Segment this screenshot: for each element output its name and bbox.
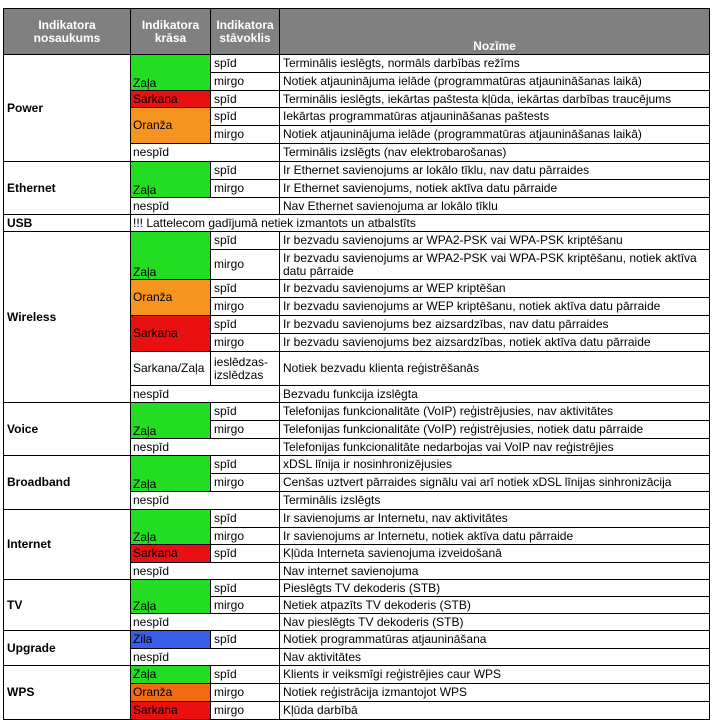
indicator-state-cell: spīd (211, 91, 280, 108)
indicator-name-cell: Broadband (4, 456, 131, 510)
indicator-state-cell: spīd (211, 162, 280, 180)
indicator-state-cell: spīd (211, 631, 280, 649)
indicator-state-cell: mirgo (211, 474, 280, 492)
indicator-name-cell: Wireless (4, 232, 131, 403)
meaning-cell: Klients ir veiksmīgi reģistrējies caur WPS (280, 666, 710, 684)
indicator-color-cell: Oranža (131, 108, 211, 144)
meaning-cell: Ir bezvadu savienojums ar WEP kriptēšan (280, 280, 710, 298)
table-row (4, 666, 710, 684)
meaning-cell: Iekārtas programmatūras atjaunināšanas paštests (280, 108, 710, 126)
meaning-cell: xDSL līnija ir nosinhronizējusies (280, 456, 710, 474)
indicator-color-cell: Zaļa (131, 510, 211, 545)
indicator-color-cell: nespīd (131, 649, 280, 666)
indicator-name-cell: TV (4, 580, 131, 631)
meaning-cell: Pieslēgts TV dekoderis (STB) (280, 580, 710, 597)
indicator-color-cell: Sarkana (131, 91, 211, 108)
indicator-state-cell: spīd (211, 666, 280, 684)
indicator-name-cell: Power (4, 55, 131, 162)
meaning-cell: Notiek programmatūras atjaunināšana (280, 631, 710, 649)
indicator-color-cell: Sarkana (131, 545, 211, 563)
meaning-cell: Nav aktivitātes (280, 649, 710, 666)
indicator-color-cell: Sarkana/Zaļa (131, 352, 211, 386)
indicator-state-cell: mirgo (211, 126, 280, 144)
indicator-state-cell: spīd (211, 55, 280, 73)
indicator-state-cell: mirgo (211, 73, 280, 91)
meaning-cell: Telefonijas funkcionalitāte nedarbojas vai VoIP nav reģistrējies (280, 439, 710, 456)
table-row (4, 580, 710, 597)
indicator-color-cell: nespīd (131, 439, 280, 456)
meaning-cell: Terminālis ieslēgts, iekārtas paštesta kļūda, iekārtas darbības traucējums (280, 91, 710, 108)
table-row (4, 215, 710, 232)
indicator-color-cell: nespīd (131, 492, 280, 510)
indicator-state-cell: spīd (211, 456, 280, 474)
indicator-state-cell: spīd (211, 580, 280, 597)
indicator-color-cell: Zaļa (131, 580, 211, 614)
indicator-color-cell: Oranža (131, 684, 211, 702)
indicator-name-cell: Ethernet (4, 162, 131, 215)
meaning-cell: Notiek atjauninājuma ielāde (programmatūras atjaunināšanas laikā) (280, 73, 710, 91)
meaning-cell: Kļūda Interneta savienojuma izveidošanā (280, 545, 710, 563)
table-row (4, 456, 710, 474)
meaning-cell: Ir bezvadu savienojums ar WPA2-PSK vai WPA-PSK kriptēšanu (280, 232, 710, 250)
indicator-state-cell: mirgo (211, 528, 280, 545)
meaning-cell: Bezvadu funkcija izslēgta (280, 386, 710, 403)
meaning-cell: Netiek atpazīts TV dekoderis (STB) (280, 597, 710, 614)
meaning-cell: Notiek reģistrācija izmantojot WPS (280, 684, 710, 702)
meaning-cell: Ir savienojums ar Internetu, notiek aktīva datu pārraide (280, 528, 710, 545)
usb-note-cell: !!! Lattelecom gadījumā netiek izmantots un atbalstīts (131, 215, 710, 232)
indicator-state-cell: spīd (211, 510, 280, 528)
indicator-color-cell: Sarkana (131, 316, 211, 352)
meaning-cell: Terminālis izslēgts (280, 492, 710, 510)
meaning-cell: Notiek bezvadu klienta reģistrēšanās (280, 352, 710, 386)
meaning-cell: Nav Ethernet savienojuma ar lokālo tīklu (280, 198, 710, 215)
meaning-cell: Nav internet savienojuma (280, 563, 710, 580)
table-row (4, 631, 710, 649)
indicator-color-cell: Zila (131, 631, 211, 649)
meaning-cell: Nav pieslēgts TV dekoderis (STB) (280, 614, 710, 631)
indicator-color-cell: nespīd (131, 198, 280, 215)
indicator-color-cell: nespīd (131, 614, 280, 631)
table-row (4, 55, 710, 73)
indicator-state-cell: spīd (211, 232, 280, 250)
header-meaning: Nozīme (280, 9, 710, 55)
meaning-cell: Kļūda darbībā (280, 702, 710, 720)
indicator-color-cell: nespīd (131, 563, 280, 580)
indicator-color-cell: Zaļa (131, 232, 211, 280)
meaning-cell: Ir bezvadu savienojums ar WPA2-PSK vai WPA-PSK kriptēšanu, notiek aktīva datu pārraide (280, 250, 710, 280)
indicator-state-cell: spīd (211, 545, 280, 563)
header-indicator-color: Indikatora krāsa (131, 9, 211, 55)
meaning-cell: Telefonijas funkcionalitāte (VoIP) reģistrējusies, notiek datu pārraide (280, 421, 710, 439)
indicator-state-cell: mirgo (211, 702, 280, 720)
indicator-color-cell: Zaļa (131, 55, 211, 91)
meaning-cell: Ir bezvadu savienojums ar WEP kriptēšanu, notiek aktīva datu pārraide (280, 298, 710, 316)
header-indicator-name: Indikatora nosaukums (4, 9, 131, 55)
indicator-color-cell: nespīd (131, 386, 280, 403)
indicator-state-cell: mirgo (211, 250, 280, 280)
meaning-cell: Ir Ethernet savienojums, notiek aktīva datu pārraide (280, 180, 710, 198)
indicator-state-cell: spīd (211, 316, 280, 334)
indicator-color-cell: Sarkana (131, 702, 211, 720)
meaning-cell: Ir bezvadu savienojums bez aizsardzības, nav datu pārraides (280, 316, 710, 334)
indicator-state-cell: mirgo (211, 180, 280, 198)
indicator-state-cell: mirgo (211, 597, 280, 614)
indicator-state-cell: mirgo (211, 684, 280, 702)
indicator-state-cell: mirgo (211, 421, 280, 439)
table-row (4, 510, 710, 528)
indicator-name-cell: Voice (4, 403, 131, 456)
table-row (4, 403, 710, 421)
indicator-state-cell: spīd (211, 108, 280, 126)
indicator-state-cell: spīd (211, 403, 280, 421)
led-indicator-table (3, 8, 710, 720)
meaning-cell: Ir savienojums ar Internetu, nav aktivitātes (280, 510, 710, 528)
meaning-cell: Telefonijas funkcionalitāte (VoIP) reģistrējusies, nav aktivitātes (280, 403, 710, 421)
meaning-cell: Terminālis ieslēgts, normāls darbības režīms (280, 55, 710, 73)
meaning-cell: Terminālis izslēgts (nav elektrobarošanas) (280, 144, 710, 162)
indicator-state-cell: mirgo (211, 334, 280, 352)
meaning-cell: Ir Ethernet savienojums ar lokālo tīklu, nav datu pārraides (280, 162, 710, 180)
indicator-color-cell: Oranža (131, 280, 211, 316)
indicator-color-cell: Zaļa (131, 666, 211, 684)
indicator-state-cell: spīd (211, 280, 280, 298)
indicator-state-cell: mirgo (211, 298, 280, 316)
indicator-name-cell: USB (4, 215, 131, 232)
indicator-name-cell: WPS (4, 666, 131, 720)
indicator-color-cell: Zaļa (131, 403, 211, 439)
table-row (4, 232, 710, 250)
indicator-color-cell: Zaļa (131, 456, 211, 492)
meaning-cell: Ir bezvadu savienojums bez aizsardzības, notiek aktīva datu pārraide (280, 334, 710, 352)
table-row (4, 162, 710, 180)
indicator-name-cell: Upgrade (4, 631, 131, 666)
indicator-color-cell: nespīd (131, 144, 280, 162)
indicator-color-cell: Zaļa (131, 162, 211, 198)
meaning-cell: Cenšas uztvert pārraides signālu vai arī notiek xDSL līnijas sinhronizācija (280, 474, 710, 492)
indicator-state-cell: ieslēdzas-izslēdzas (211, 352, 280, 386)
indicator-name-cell: Internet (4, 510, 131, 580)
meaning-cell: Notiek atjauninājuma ielāde (programmatūras atjaunināšanas laikā) (280, 126, 710, 144)
header-indicator-state: Indikatora stāvoklis (211, 9, 280, 55)
